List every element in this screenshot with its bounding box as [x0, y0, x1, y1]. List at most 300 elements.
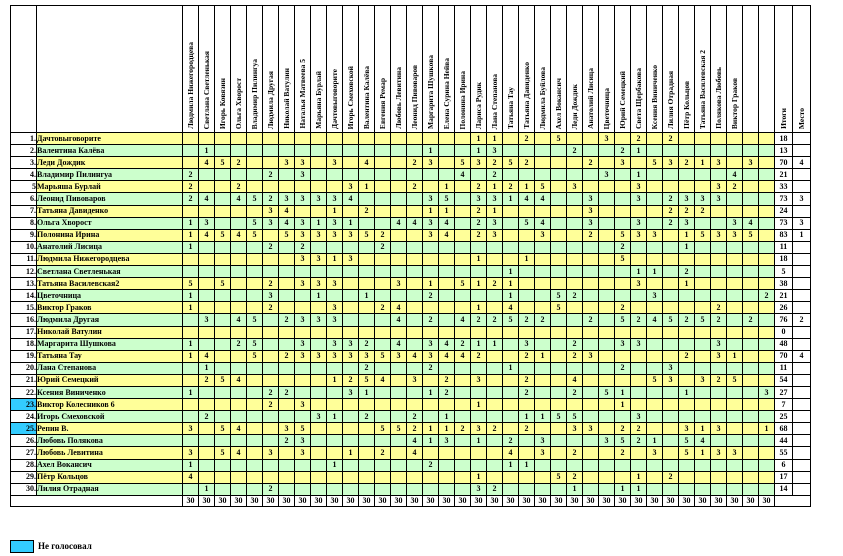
table-row — [11, 145, 811, 157]
participant-name: Ксения Виниченко — [37, 386, 183, 398]
vote-cell — [391, 447, 407, 459]
vote-cell — [375, 471, 391, 483]
vote-cell — [647, 145, 663, 157]
vote-cell — [231, 217, 247, 229]
vote-cell — [455, 133, 471, 145]
participant-name: Николай Ватулин — [37, 326, 183, 338]
vote-cell: 3 — [311, 193, 327, 205]
vote-cell — [679, 181, 695, 193]
vote-cell — [583, 338, 599, 350]
vote-cell — [535, 253, 551, 265]
vote-cell: 1 — [423, 423, 439, 435]
vote-cell — [375, 157, 391, 169]
vote-cell — [727, 205, 743, 217]
vote-cell — [199, 326, 215, 338]
total-cell: 38 — [775, 278, 793, 290]
vote-cell — [231, 362, 247, 374]
vote-cell: 3 — [183, 423, 199, 435]
vote-cell: 3 — [583, 423, 599, 435]
column-header-label: Ольга Хворост — [234, 77, 243, 129]
vote-cell — [551, 399, 567, 411]
vote-cell — [231, 302, 247, 314]
vote-cell — [391, 290, 407, 302]
vote-cell: 3 — [631, 229, 647, 241]
row-number: 18. — [11, 338, 37, 350]
vote-cell — [183, 411, 199, 423]
table-row — [11, 399, 811, 411]
vote-cell: 3 — [631, 193, 647, 205]
vote-cell: 4 — [503, 447, 519, 459]
vote-cell — [439, 447, 455, 459]
vote-cell: 1 — [631, 145, 647, 157]
vote-cell — [439, 302, 455, 314]
table-row — [11, 374, 811, 386]
vote-cell: 1 — [471, 471, 487, 483]
vote-cell: 1 — [439, 181, 455, 193]
vote-cell — [263, 181, 279, 193]
vote-cell: 4 — [391, 314, 407, 326]
vote-cell: 5 — [551, 411, 567, 423]
vote-cell: 4 — [519, 193, 535, 205]
vote-cell — [455, 290, 471, 302]
vote-cell — [231, 290, 247, 302]
vote-cell: 3 — [183, 447, 199, 459]
vote-cell — [231, 326, 247, 338]
vote-cell — [295, 205, 311, 217]
vote-cell: 5 — [615, 253, 631, 265]
vote-cell — [759, 362, 775, 374]
vote-cell: 3 — [679, 423, 695, 435]
vote-cell — [391, 374, 407, 386]
vote-cell — [743, 169, 759, 181]
vote-cell: 1 — [183, 338, 199, 350]
vote-cell: 4 — [231, 423, 247, 435]
vote-cell: 1 — [679, 241, 695, 253]
vote-cell — [663, 241, 679, 253]
vote-cell — [695, 145, 711, 157]
vote-cell — [519, 483, 535, 495]
vote-cell — [743, 471, 759, 483]
vote-cell: 4 — [343, 193, 359, 205]
vote-cell — [231, 253, 247, 265]
vote-cell: 1 — [183, 459, 199, 471]
vote-cell: 2 — [263, 241, 279, 253]
vote-cell — [359, 435, 375, 447]
vote-cell: 2 — [471, 205, 487, 217]
vote-cell — [711, 145, 727, 157]
total-cell: 76 — [775, 314, 793, 326]
vote-cell — [247, 483, 263, 495]
vote-cell — [279, 241, 295, 253]
vote-cell — [679, 411, 695, 423]
vote-cell: 1 — [503, 459, 519, 471]
vote-cell: 2 — [567, 350, 583, 362]
row-number: 3. — [11, 157, 37, 169]
vote-cell — [279, 253, 295, 265]
vote-cell: 4 — [407, 217, 423, 229]
vote-cell — [423, 411, 439, 423]
place-cell — [793, 423, 811, 435]
vote-cell — [487, 241, 503, 253]
vote-cell: 4 — [375, 374, 391, 386]
vote-cell — [663, 229, 679, 241]
place-cell: 2 — [793, 314, 811, 326]
vote-cell — [279, 483, 295, 495]
vote-cell — [327, 386, 343, 398]
vote-cell — [375, 205, 391, 217]
vote-cell — [567, 302, 583, 314]
place-cell — [793, 205, 811, 217]
vote-cell — [743, 423, 759, 435]
footer-count: 30 — [679, 495, 695, 506]
vote-cell: 3 — [295, 217, 311, 229]
vote-cell — [311, 205, 327, 217]
vote-cell — [407, 133, 423, 145]
column-header — [375, 6, 391, 133]
vote-cell: 2 — [423, 314, 439, 326]
vote-cell — [295, 290, 311, 302]
vote-cell — [423, 266, 439, 278]
total-cell: 54 — [775, 374, 793, 386]
vote-cell — [711, 411, 727, 423]
vote-cell — [247, 374, 263, 386]
vote-cell — [743, 411, 759, 423]
table-row — [11, 386, 811, 398]
row-number: 17. — [11, 326, 37, 338]
vote-cell: 5 — [359, 229, 375, 241]
vote-cell: 3 — [343, 386, 359, 398]
vote-cell — [215, 133, 231, 145]
vote-cell — [503, 399, 519, 411]
vote-cell: 3 — [295, 157, 311, 169]
vote-cell — [359, 193, 375, 205]
table-row — [11, 266, 811, 278]
place-cell — [793, 374, 811, 386]
vote-cell: 4 — [199, 193, 215, 205]
vote-cell — [599, 302, 615, 314]
header-blank — [11, 6, 37, 133]
vote-cell — [247, 386, 263, 398]
vote-cell — [583, 459, 599, 471]
vote-cell — [407, 169, 423, 181]
vote-cell: 2 — [519, 314, 535, 326]
vote-cell — [407, 302, 423, 314]
vote-cell — [279, 411, 295, 423]
total-cell: 11 — [775, 362, 793, 374]
vote-cell — [183, 362, 199, 374]
vote-cell — [519, 302, 535, 314]
total-cell: 11 — [775, 241, 793, 253]
footer-blank — [11, 495, 183, 506]
vote-cell — [375, 399, 391, 411]
vote-cell — [679, 133, 695, 145]
vote-cell: 1 — [615, 399, 631, 411]
vote-cell — [535, 145, 551, 157]
column-header-label: Лана Степанова — [490, 73, 499, 129]
vote-cell: 3 — [295, 399, 311, 411]
vote-cell: 4 — [231, 447, 247, 459]
vote-cell — [759, 253, 775, 265]
vote-cell: 5 — [615, 435, 631, 447]
vote-cell — [695, 483, 711, 495]
vote-cell: 1 — [423, 435, 439, 447]
vote-cell — [743, 145, 759, 157]
vote-cell: 1 — [183, 290, 199, 302]
vote-cell — [391, 205, 407, 217]
vote-cell — [503, 423, 519, 435]
vote-cell — [535, 338, 551, 350]
vote-cell: 1 — [503, 362, 519, 374]
vote-cell: 2 — [359, 205, 375, 217]
vote-cell: 3 — [487, 145, 503, 157]
participant-name: Любовь Левитина — [37, 447, 183, 459]
vote-cell — [551, 193, 567, 205]
vote-cell: 3 — [391, 350, 407, 362]
vote-cell — [487, 435, 503, 447]
column-header — [471, 6, 487, 133]
vote-cell — [711, 205, 727, 217]
vote-cell — [439, 326, 455, 338]
vote-cell — [743, 241, 759, 253]
footer-count: 30 — [279, 495, 295, 506]
vote-cell — [487, 266, 503, 278]
vote-cell: 1 — [567, 483, 583, 495]
vote-cell — [695, 217, 711, 229]
vote-cell — [663, 423, 679, 435]
vote-cell — [279, 326, 295, 338]
vote-cell: 2 — [487, 483, 503, 495]
vote-cell — [615, 205, 631, 217]
vote-cell — [215, 169, 231, 181]
table-row — [11, 459, 811, 471]
vote-cell: 4 — [391, 217, 407, 229]
vote-cell: 1 — [631, 169, 647, 181]
vote-cell — [759, 483, 775, 495]
vote-cell — [663, 290, 679, 302]
vote-cell — [695, 326, 711, 338]
vote-cell — [327, 241, 343, 253]
vote-cell: 2 — [519, 350, 535, 362]
vote-cell: 5 — [439, 193, 455, 205]
vote-cell — [327, 266, 343, 278]
vote-cell — [247, 241, 263, 253]
vote-cell — [727, 133, 743, 145]
vote-cell: 1 — [519, 181, 535, 193]
vote-cell: 3 — [295, 169, 311, 181]
vote-cell: 4 — [407, 350, 423, 362]
vote-cell — [199, 133, 215, 145]
vote-cell — [359, 459, 375, 471]
vote-cell — [343, 290, 359, 302]
vote-cell — [743, 399, 759, 411]
vote-cell — [551, 145, 567, 157]
column-header-label: Владимир Пилингуа — [250, 58, 259, 129]
vote-cell — [247, 471, 263, 483]
vote-cell: 5 — [551, 302, 567, 314]
vote-cell — [215, 217, 231, 229]
vote-cell: 1 — [327, 411, 343, 423]
vote-cell — [423, 483, 439, 495]
vote-cell — [599, 374, 615, 386]
vote-cell: 2 — [519, 386, 535, 398]
vote-cell — [567, 217, 583, 229]
vote-cell — [263, 253, 279, 265]
vote-cell: 3 — [599, 169, 615, 181]
vote-cell: 2 — [407, 411, 423, 423]
vote-cell: 5 — [535, 181, 551, 193]
vote-cell — [583, 326, 599, 338]
vote-cell — [759, 435, 775, 447]
footer-count: 30 — [439, 495, 455, 506]
vote-cell: 1 — [471, 253, 487, 265]
vote-cell — [375, 326, 391, 338]
vote-cell: 3 — [327, 278, 343, 290]
column-header-label: Любовь Левитина — [394, 67, 403, 129]
vote-cell — [247, 399, 263, 411]
vote-cell — [663, 181, 679, 193]
vote-cell — [631, 157, 647, 169]
row-number: 7. — [11, 205, 37, 217]
vote-cell — [295, 471, 311, 483]
participant-name: Леди Дождик — [37, 157, 183, 169]
vote-cell — [551, 350, 567, 362]
vote-cell — [359, 423, 375, 435]
vote-cell — [599, 217, 615, 229]
vote-cell — [343, 266, 359, 278]
vote-cell — [551, 229, 567, 241]
vote-cell: 2 — [375, 229, 391, 241]
vote-cell: 3 — [199, 314, 215, 326]
vote-cell: 3 — [647, 229, 663, 241]
vote-cell — [711, 471, 727, 483]
vote-cell — [183, 326, 199, 338]
vote-cell — [535, 399, 551, 411]
vote-cell: 3 — [295, 314, 311, 326]
vote-cell: 3 — [631, 181, 647, 193]
vote-cell: 3 — [279, 423, 295, 435]
vote-cell: 3 — [263, 217, 279, 229]
vote-cell: 1 — [487, 181, 503, 193]
column-header — [567, 6, 583, 133]
vote-cell — [455, 362, 471, 374]
vote-cell — [599, 253, 615, 265]
vote-cell — [695, 290, 711, 302]
vote-cell — [487, 471, 503, 483]
vote-cell — [279, 181, 295, 193]
vote-cell — [759, 229, 775, 241]
vote-cell: 1 — [359, 290, 375, 302]
vote-cell: 1 — [343, 217, 359, 229]
vote-cell: 2 — [439, 374, 455, 386]
footer-count: 30 — [647, 495, 663, 506]
vote-cell — [391, 266, 407, 278]
vote-cell: 2 — [567, 447, 583, 459]
vote-cell: 2 — [759, 290, 775, 302]
vote-cell — [759, 169, 775, 181]
row-number: 16. — [11, 314, 37, 326]
vote-cell — [199, 471, 215, 483]
vote-cell — [599, 447, 615, 459]
vote-cell — [487, 399, 503, 411]
vote-cell — [679, 471, 695, 483]
vote-cell — [215, 411, 231, 423]
column-header — [455, 6, 471, 133]
vote-cell: 2 — [631, 423, 647, 435]
row-number: 13. — [11, 278, 37, 290]
vote-cell: 3 — [487, 229, 503, 241]
vote-cell: 5 — [695, 229, 711, 241]
vote-cell — [519, 362, 535, 374]
vote-cell — [599, 193, 615, 205]
vote-cell — [455, 386, 471, 398]
vote-cell: 2 — [471, 314, 487, 326]
vote-cell: 4 — [743, 217, 759, 229]
vote-cell — [727, 423, 743, 435]
vote-cell: 1 — [183, 217, 199, 229]
row-number: 26. — [11, 435, 37, 447]
vote-cell — [631, 399, 647, 411]
column-header-label: Юрий Семецкий — [618, 71, 627, 129]
vote-cell — [391, 145, 407, 157]
table-row — [11, 423, 811, 435]
vote-cell: 2 — [423, 362, 439, 374]
vote-cell — [567, 314, 583, 326]
vote-cell — [759, 157, 775, 169]
table-row — [11, 326, 811, 338]
total-cell: 13 — [775, 145, 793, 157]
vote-cell — [279, 302, 295, 314]
vote-cell — [727, 326, 743, 338]
vote-cell: 2 — [279, 386, 295, 398]
participant-name: Цветочница — [37, 290, 183, 302]
vote-cell: 1 — [471, 278, 487, 290]
vote-cell — [327, 435, 343, 447]
row-number: 1. — [11, 133, 37, 145]
vote-cell — [551, 459, 567, 471]
table-row — [11, 302, 811, 314]
row-number: 9. — [11, 229, 37, 241]
vote-cell: 2 — [279, 314, 295, 326]
vote-cell — [295, 302, 311, 314]
vote-cell: 5 — [727, 374, 743, 386]
vote-cell — [343, 169, 359, 181]
vote-cell: 2 — [407, 423, 423, 435]
vote-cell: 3 — [343, 350, 359, 362]
vote-cell: 1 — [471, 338, 487, 350]
table-row — [11, 241, 811, 253]
vote-cell — [295, 411, 311, 423]
header-blank — [37, 6, 183, 133]
total-cell: 70 — [775, 157, 793, 169]
total-cell: 44 — [775, 435, 793, 447]
vote-cell — [327, 181, 343, 193]
vote-cell: 3 — [343, 253, 359, 265]
vote-cell — [727, 157, 743, 169]
table-row — [11, 447, 811, 459]
vote-cell: 3 — [695, 374, 711, 386]
participant-name: Пётр Кольцов — [37, 471, 183, 483]
place-cell — [793, 386, 811, 398]
vote-cell: 2 — [231, 338, 247, 350]
participant-name: Татьяна Василевская2 — [37, 278, 183, 290]
vote-cell — [375, 169, 391, 181]
total-cell: 26 — [775, 302, 793, 314]
vote-cell — [535, 241, 551, 253]
vote-cell — [631, 241, 647, 253]
vote-cell: 5 — [375, 350, 391, 362]
vote-cell — [455, 229, 471, 241]
vote-cell — [743, 302, 759, 314]
